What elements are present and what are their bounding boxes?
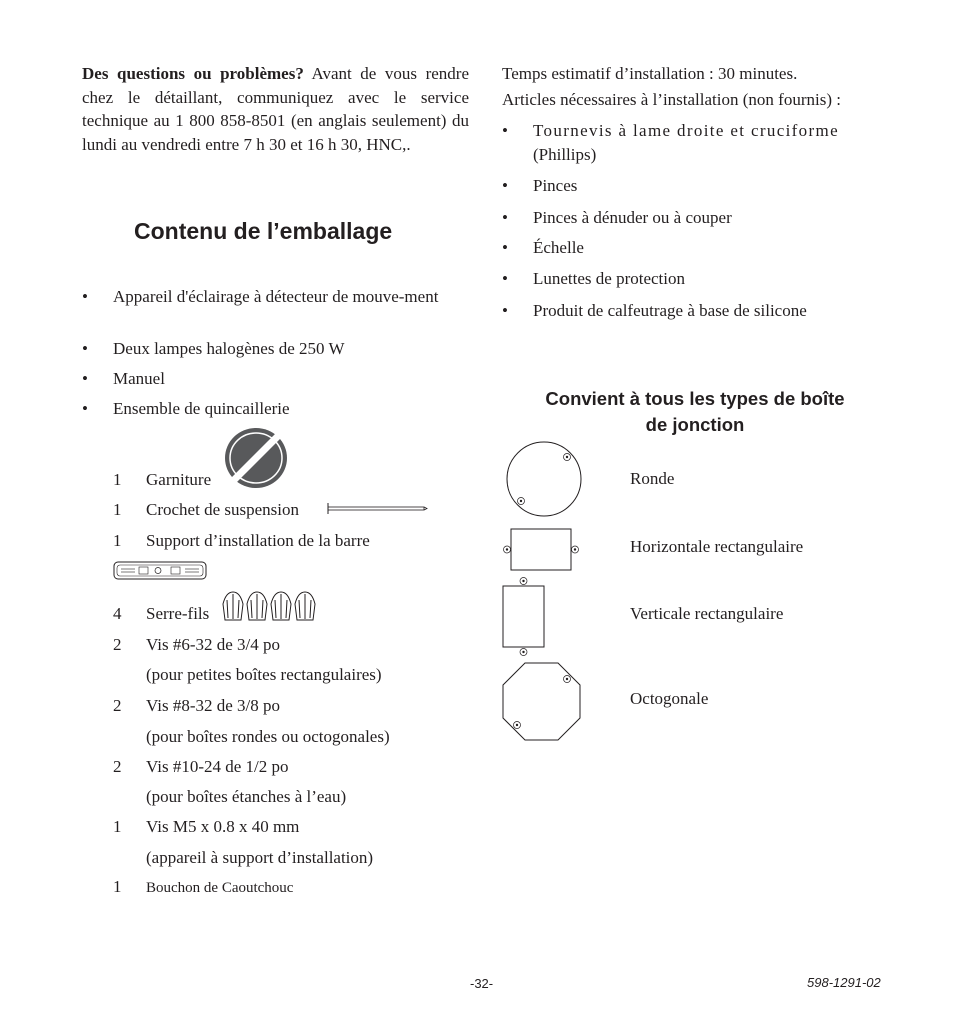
bullet-dot: • [502, 176, 508, 195]
hardware-label: Serre-fils [146, 604, 210, 623]
box-type-label: Ronde [630, 469, 675, 488]
mounting-bar-icon [113, 561, 207, 581]
bullet-dot: • [82, 287, 88, 306]
wire-nut-icon [222, 590, 320, 622]
list-item-text: Tournevis à lame droite et cruciforme [533, 121, 840, 140]
hardware-qty: 2 [113, 696, 122, 715]
hardware-qty: 1 [113, 817, 122, 836]
list-item-text: Échelle [533, 238, 584, 257]
hardware-label: Vis #10-24 de 1/2 po [146, 757, 289, 776]
bullet-dot: • [502, 208, 508, 227]
hardware-label: Garniture [146, 470, 212, 489]
boxes-heading-line1: Convient à tous les types de boîte [545, 388, 845, 409]
hardware-label: Support d’installation de la barre [146, 531, 370, 550]
list-item-text: Lunettes de protection [533, 269, 686, 288]
hardware-qty: 1 [113, 500, 122, 519]
box-type-label: Octogonale [630, 689, 709, 708]
hardware-note: (pour boîtes étanches à l’eau) [146, 787, 347, 806]
hardware-note: (pour petites boîtes rectangulaires) [146, 665, 382, 684]
bullet-dot: • [502, 269, 508, 288]
hardware-label: Crochet de suspension [146, 500, 299, 519]
bullet-dot: • [82, 399, 88, 418]
vertical-rect-box-icon [502, 576, 546, 658]
tools-intro: Articles nécessaires à l’installation (non fournis) : [502, 90, 841, 109]
bullet-dot: • [502, 121, 508, 140]
box-type-label: Verticale rectangulaire [630, 604, 784, 623]
hardware-label: Vis #6-32 de 3/4 po [146, 635, 281, 654]
list-item-text: Appareil d'éclairage à détecteur de mouve-ment [113, 287, 439, 306]
page-number: -32- [470, 976, 494, 991]
list-item-text: Deux lampes halogènes de 250 W [113, 339, 345, 358]
hardware-qty: 1 [113, 531, 122, 550]
box-type-label: Horizontale rectangulaire [630, 537, 804, 556]
boxes-heading [500, 386, 890, 438]
install-time: Temps estimatif d’installation : 30 minutes. [502, 64, 798, 83]
intro-paragraph [82, 62, 469, 156]
list-item-text: Pinces [533, 176, 578, 195]
hardware-label: Vis #8-32 de 3/8 po [146, 696, 281, 715]
bullet-dot: • [502, 238, 508, 257]
list-item-text: Ensemble de quincaillerie [113, 399, 290, 418]
octagonal-box-icon [502, 662, 582, 742]
hardware-qty: 1 [113, 877, 122, 896]
bullet-dot: • [82, 369, 88, 388]
hardware-note: (pour boîtes rondes ou octogonales) [146, 727, 390, 746]
document-code: 598-1291-02 [807, 975, 881, 990]
bullet-dot: • [82, 339, 88, 358]
intro-bold: Des questions ou problèmes? [82, 64, 304, 83]
contents-heading: Contenu de l’emballage [134, 218, 393, 244]
list-item-text: Manuel [113, 369, 165, 388]
list-item-text: (Phillips) [533, 145, 597, 164]
hardware-label: Bouchon de Caoutchouc [146, 880, 294, 896]
boxes-heading-line2: de jonction [645, 414, 745, 435]
round-box-icon [506, 441, 582, 517]
list-item-text: Pinces à dénuder ou à couper [533, 208, 732, 227]
intro-text: Avant de vous rendre chez le détaillant, communiquez avec le service technique au 1 800 858-8501 (en anglais seulement) du lundi au vendredi entre 7 h 30 et 16 h 30, HNC,. [82, 64, 470, 154]
hardware-note: (appareil à support d’installation) [146, 848, 374, 867]
hardware-qty: 2 [113, 757, 122, 776]
hardware-qty: 1 [113, 470, 122, 489]
hanging-hook-icon [326, 503, 428, 515]
hardware-qty: 2 [113, 635, 122, 654]
trim-plate-icon [224, 428, 288, 490]
hardware-qty: 4 [113, 604, 122, 623]
bullet-dot: • [502, 301, 508, 320]
list-item-text: Produit de calfeutrage à base de silicone [533, 301, 807, 320]
horizontal-rect-box-icon [500, 528, 582, 572]
hardware-label: Vis M5 x 0.8 x 40 mm [146, 817, 300, 836]
